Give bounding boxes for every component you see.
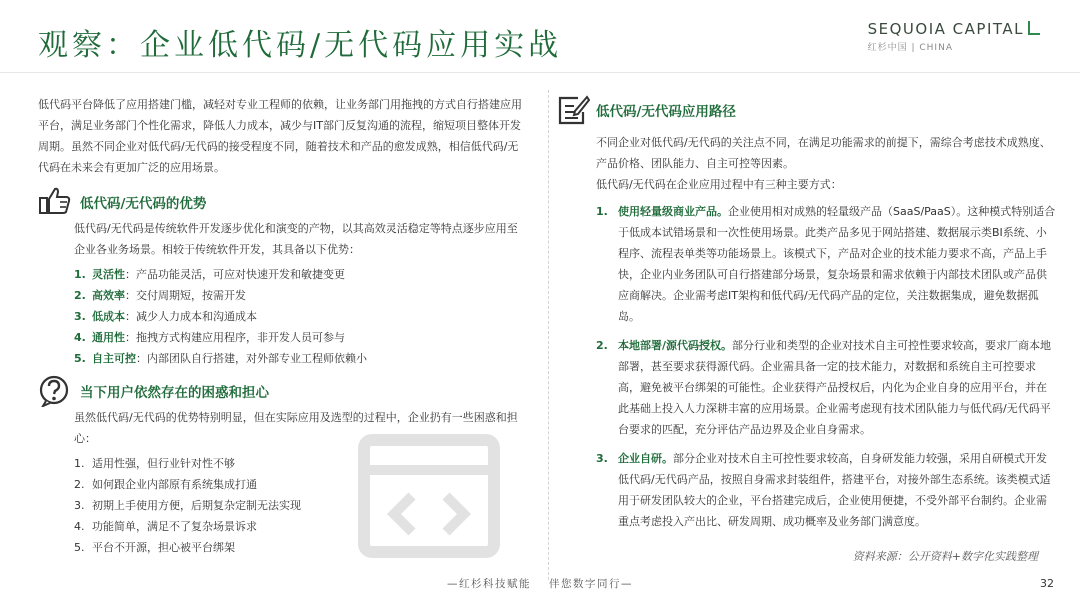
list-item: 2. 如何跟企业内部原有系统集成打通 bbox=[74, 478, 257, 491]
footer-right: 伴您数字同行— bbox=[549, 578, 633, 590]
advantages-body bbox=[38, 218, 526, 369]
list-item: 3. 初期上手使用方便，后期复杂定制无法实现 bbox=[74, 499, 301, 512]
sequoia-mark-icon bbox=[1028, 21, 1040, 35]
page-number: 32 bbox=[1040, 577, 1054, 590]
list-item: 5. 自主可控：内部团队自行搭建，对外部专业工程师依赖小 bbox=[74, 352, 367, 365]
list-item: 1. 适用性强，但行业针对性不够 bbox=[74, 457, 235, 470]
path-heading bbox=[596, 94, 1056, 126]
list-item: 4. 功能简单，满足不了复杂场景诉求 bbox=[74, 520, 257, 533]
page-title: 观察：企业低代码/无代码应用实战 bbox=[38, 28, 563, 63]
pain-heading bbox=[38, 375, 526, 407]
right-column bbox=[596, 94, 1056, 540]
footer-slogan bbox=[0, 576, 1080, 591]
thumbs-up-icon bbox=[38, 186, 72, 218]
edit-note-icon bbox=[556, 94, 590, 126]
list-item: 2. 本地部署/源代码授权。部分行业和类型的企业对技术自主可控性要求较高，要求厂商本地部署，甚至要求获得源代码。企业需具备一定的技术能力，对数据和系统自主可控要求高，避免被平台绑架的可能性。企业获得产品授权后，内化为企业自身的应用平台，并在此基础上投入人力深耕丰富的应用场景。企业需考虑现有技术团队能力与低代码/无代码平台要求的匹配，充分评估产品边界及企业自身需求。 bbox=[596, 339, 1052, 436]
list-item: 1. 使用轻量级商业产品。企业使用相对成熟的轻量级产品（SaaS/PaaS）。这种模式特别适合于低成本试错场景和一次性使用场景。此类产品多见于网站搭建、数据展示类BI系统、小程序、流程表单类等功能场景上。该模式下，产品对企业的技术能力要求不高，产品上手快，企业内业务团队可自行搭建部分场景，复杂场景和需求依赖于内部技术团队或产品供应商解决。企业需考虑IT架构和低代码/无代码产品的定位，关注数据集成，避免数据孤岛。 bbox=[596, 205, 1056, 323]
column-divider bbox=[548, 90, 549, 580]
pain-title: 当下用户依然存在的困惑和担心 bbox=[80, 385, 269, 401]
path-title: 低代码/无代码应用路径 bbox=[596, 104, 736, 120]
brand-logo bbox=[868, 20, 1040, 53]
footer-left: —红杉科技赋能 bbox=[447, 578, 531, 590]
pain-body bbox=[38, 407, 526, 558]
list-item: 4. 通用性：拖拽方式构建应用程序，非开发人员可参与 bbox=[74, 331, 345, 344]
list-item: 2. 高效率：交付周期短，按需开发 bbox=[74, 289, 246, 302]
path-desc-2: 低代码/无代码在企业应用过程中有三种主要方式： bbox=[596, 178, 842, 191]
path-desc: 不同企业对低代码/无代码的关注点不同，在满足功能需求的前提下，需综合考虑技术成熟度、产品价格、团队能力、自主可控等因素。 bbox=[596, 136, 1051, 170]
advantages-desc: 低代码/无代码是传统软件开发逐步优化和演变的产物，以其高效灵活稳定等特点逐步应用至企业各业务场景。相较于传统软件开发，其具备以下优势： bbox=[74, 222, 518, 256]
list-item: 3. 低成本：减少人力成本和沟通成本 bbox=[74, 310, 257, 323]
pain-desc: 虽然低代码/无代码的优势特别明显，但在实际应用及选型的过程中，企业扔有一些困惑和担心： bbox=[74, 411, 518, 445]
pain-list bbox=[74, 453, 526, 558]
advantages-heading bbox=[38, 186, 526, 218]
intro-paragraph: 低代码平台降低了应用搭建门槛，减轻对专业工程师的依赖，让业务部门用拖拽的方式自行搭建应用平台，满足业务部门个性化需求，降低人力成本，减少与IT部门反复沟通的流程，缩短项目整体开发周期。虽然不同企业对低代码/无代码的接受程度不同，随着技术和产品的愈发成熟，相信低代码/无代码在未来会有更加广泛的应用场景。 bbox=[38, 98, 522, 174]
source-note: 资料来源：公开资料+数字化实践整理 bbox=[852, 550, 1038, 563]
question-icon bbox=[38, 375, 72, 407]
advantages-title: 低代码/无代码的优势 bbox=[80, 196, 207, 212]
path-list bbox=[596, 201, 1056, 532]
left-column bbox=[38, 94, 526, 558]
list-item: 1. 灵活性：产品功能灵活，可应对快速开发和敏捷变更 bbox=[74, 268, 345, 281]
brand-name: SEQUOIA CAPITAL bbox=[867, 20, 1024, 38]
brand-subtitle: 红杉中国 | CHINA bbox=[867, 43, 953, 53]
advantages-list bbox=[74, 264, 526, 369]
list-item: 5. 平台不开源，担心被平台绑架 bbox=[74, 541, 235, 554]
list-item: 3. 企业自研。部分企业对技术自主可控性要求较高，自身研发能力较强，采用自研模式开发低代码/无代码产品，按照自身需求封装组件，搭建平台，对接外部生态系统。该类模式适用于研发团队较大的企业，平台搭建完成后，企业使用便捷，不受外部平台制约。企业需重点考虑投入产出比、研发周期、成功概率及业务部门满意度。 bbox=[596, 452, 1051, 528]
title-rule bbox=[0, 72, 1080, 73]
